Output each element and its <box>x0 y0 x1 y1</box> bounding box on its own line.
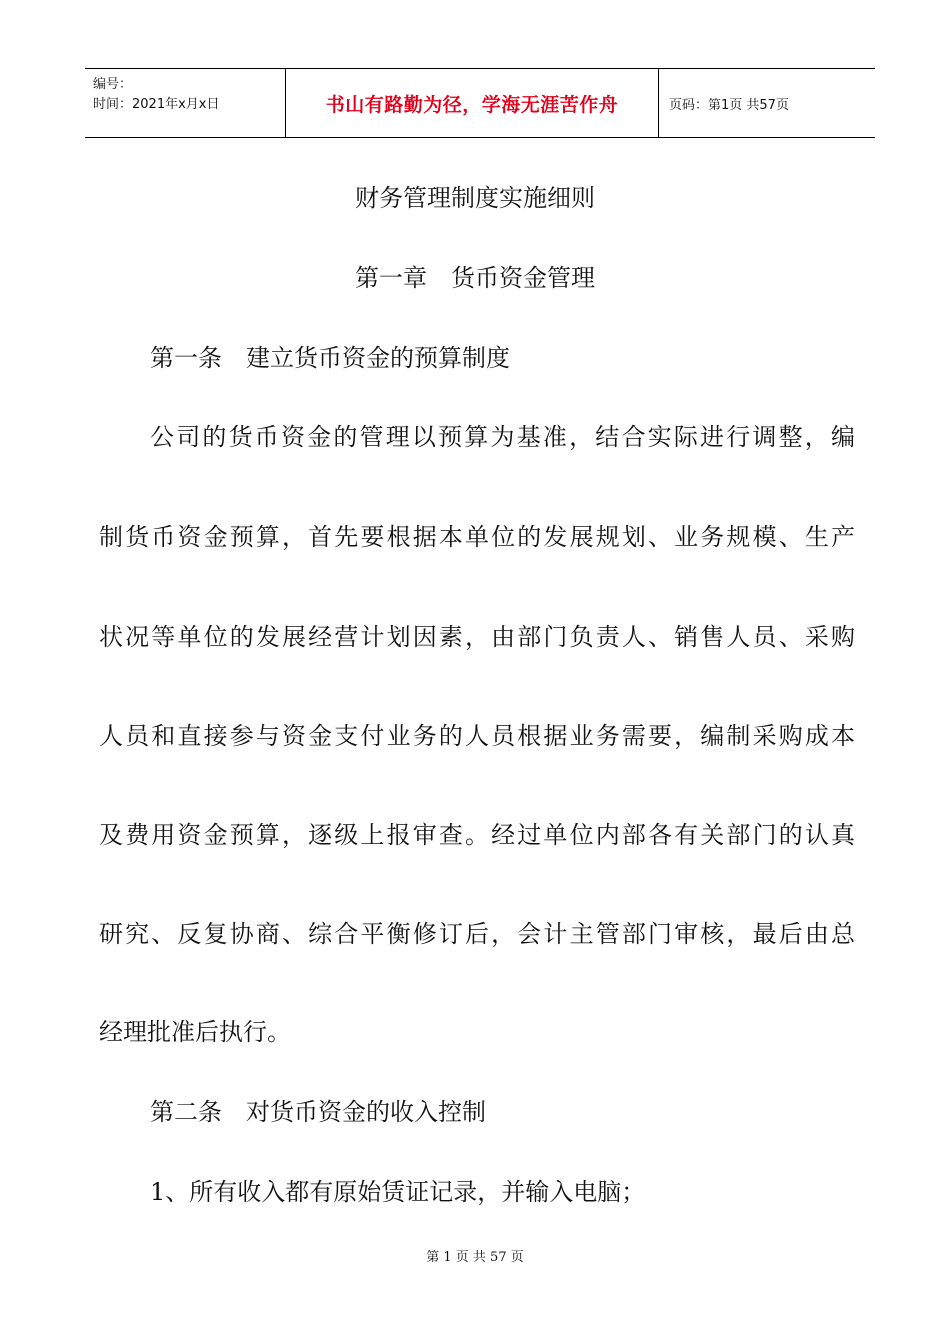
article1-line: 状况等单位的发展经营计划因素，由部门负责人、销售人员、采购 <box>99 623 855 651</box>
page-footer: 第 1 页 共 57 页 <box>426 1250 524 1265</box>
article1-line: 及费用资金预算，逐级上报审查。经过单位内部各有关部门的认真 <box>99 821 855 849</box>
time-label: 时间：2021年x月x日 <box>93 97 220 112</box>
header-motto-cell <box>286 69 659 137</box>
serial-label: 编号： <box>93 77 133 92</box>
article1-line: 公司的货币资金的管理以预算为基准，结合实际进行调整，编 <box>150 423 855 451</box>
header-meta-cell <box>85 69 286 137</box>
article1-line: 制货币资金预算，首先要根据本单位的发展规划、业务规模、生产 <box>99 523 855 551</box>
article2-item: 1、所有收入都有原始赁证记录，并输入电脑； <box>150 1178 646 1206</box>
article1-line: 研究、反复协商、综合平衡修订后，会计主管部门审核，最后由总 <box>99 920 855 948</box>
header-table <box>85 68 875 138</box>
chapter-heading: 第一章 货币资金管理 <box>355 264 595 292</box>
header-page-cell <box>659 69 875 137</box>
article1-line: 人员和直接参与资金支付业务的人员根据业务需要，编制采购成本 <box>99 722 855 750</box>
motto: 书山有路勤为径，学海无涯苦作舟 <box>325 93 619 116</box>
page-info: 页码：第1页 共57页 <box>669 97 789 113</box>
article2-heading: 第二条 对货币资金的收入控制 <box>150 1098 486 1126</box>
article1-heading: 第一条 建立货币资金的预算制度 <box>150 344 510 372</box>
document-title: 财务管理制度实施细则 <box>355 184 595 212</box>
article1-line: 经理批准后执行。 <box>99 1018 291 1046</box>
